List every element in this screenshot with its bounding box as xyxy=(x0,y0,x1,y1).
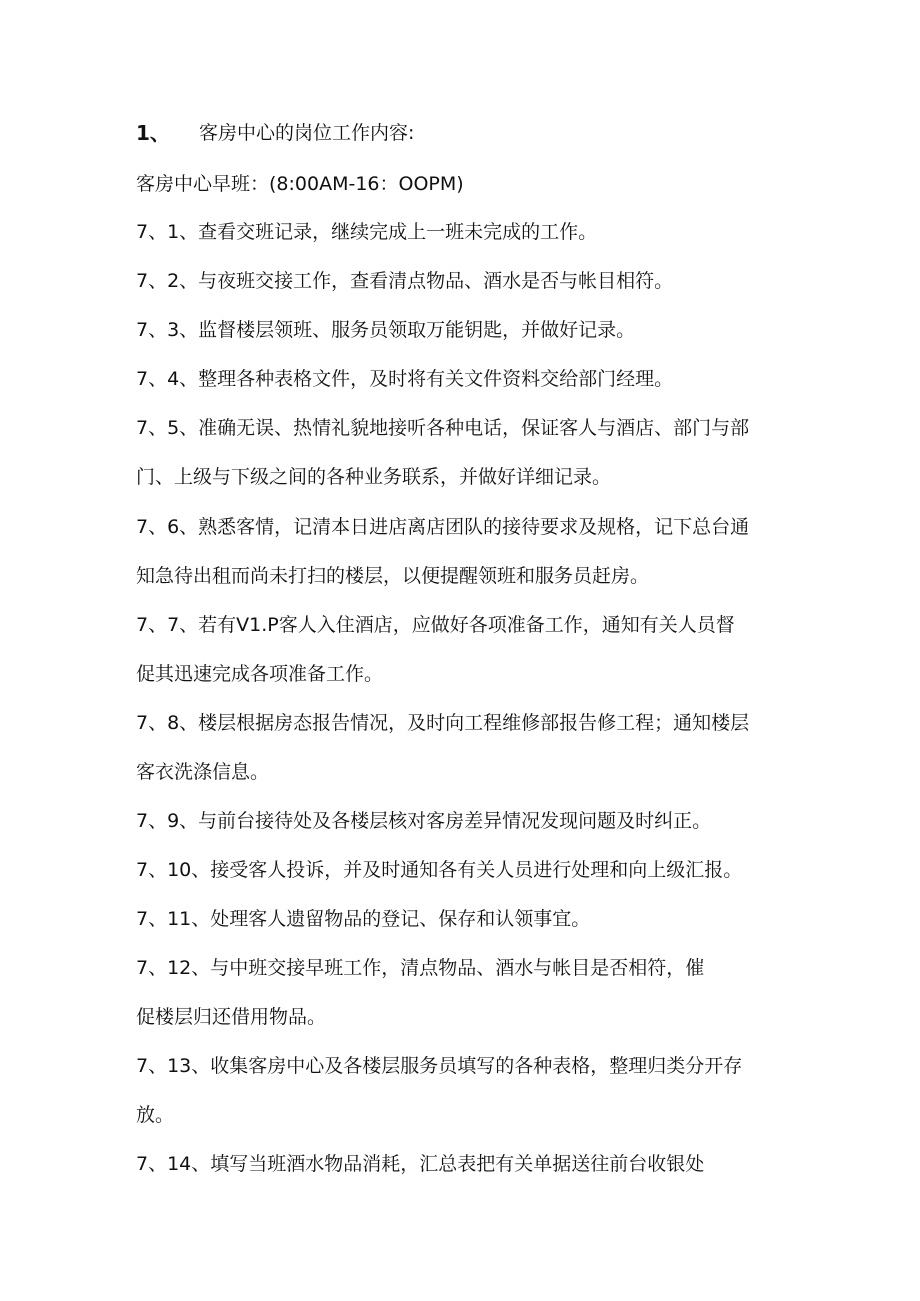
duty-line: 7、2、与夜班交接工作，查看清点物品、酒水是否与帐目相符。 xyxy=(136,270,674,292)
duty-line: 7、7、若有V1.P客人入住酒店，应做好各项准备工作，通知有关人员督 xyxy=(136,614,735,636)
duty-line: 7、14、填写当班酒水物品消耗，汇总表把有关单据送往前台收银处 xyxy=(136,1153,705,1175)
duty-line: 客衣洗涤信息。 xyxy=(136,761,270,783)
duty-line: 7、1、查看交班记录，继续完成上一班未完成的工作。 xyxy=(136,221,598,243)
duty-line: 7、9、与前台接待处及各楼层核对客房差异情况发现问题及时纠正。 xyxy=(136,810,712,832)
duty-line: 7、11、处理客人遗留物品的登记、保存和认领事宜。 xyxy=(136,908,591,930)
duty-line: 促楼层归还借用物品。 xyxy=(136,1006,327,1028)
section-title: 客房中心的岗位工作内容: xyxy=(199,122,415,144)
section-number: 1、 xyxy=(136,121,170,145)
duty-line: 知急待出租而尚未打扫的楼层，以便提醒领班和服务员赶房。 xyxy=(136,565,650,587)
duty-line: 7、4、整理各种表格文件，及时将有关文件资料交给部门经理。 xyxy=(136,368,674,390)
duty-line: 7、12、与中班交接早班工作，清点物品、酒水与帐目是否相符，催 xyxy=(136,957,705,979)
duty-line: 7、3、监督楼层领班、服务员领取万能钥匙，并做好记录。 xyxy=(136,319,636,341)
duty-line: 促其迅速完成各项准备工作。 xyxy=(136,663,384,685)
duty-line: 门、上级与下级之间的各种业务联系，并做好详细记录。 xyxy=(136,466,612,488)
shift-title: 客房中心早班：(8:00AM-16：OOPM) xyxy=(136,173,464,195)
duty-line: 7、10、接受客人投诉，并及时通知各有关人员进行处理和向上级汇报。 xyxy=(136,859,743,881)
duty-line: 7、13、收集客房中心及各楼层服务员填写的各种表格，整理归类分开存 xyxy=(136,1055,743,1077)
duty-line: 7、8、楼层根据房态报告情况，及时向工程维修部报告修工程；通知楼层 xyxy=(136,712,750,734)
duty-line: 放。 xyxy=(136,1104,175,1126)
duty-line: 7、6、熟悉客情，记清本日进店离店团队的接待要求及规格，记下总台通 xyxy=(136,516,750,538)
duty-line: 7、5、准确无误、热情礼貌地接听各种电话，保证客人与酒店、部门与部 xyxy=(136,417,750,439)
